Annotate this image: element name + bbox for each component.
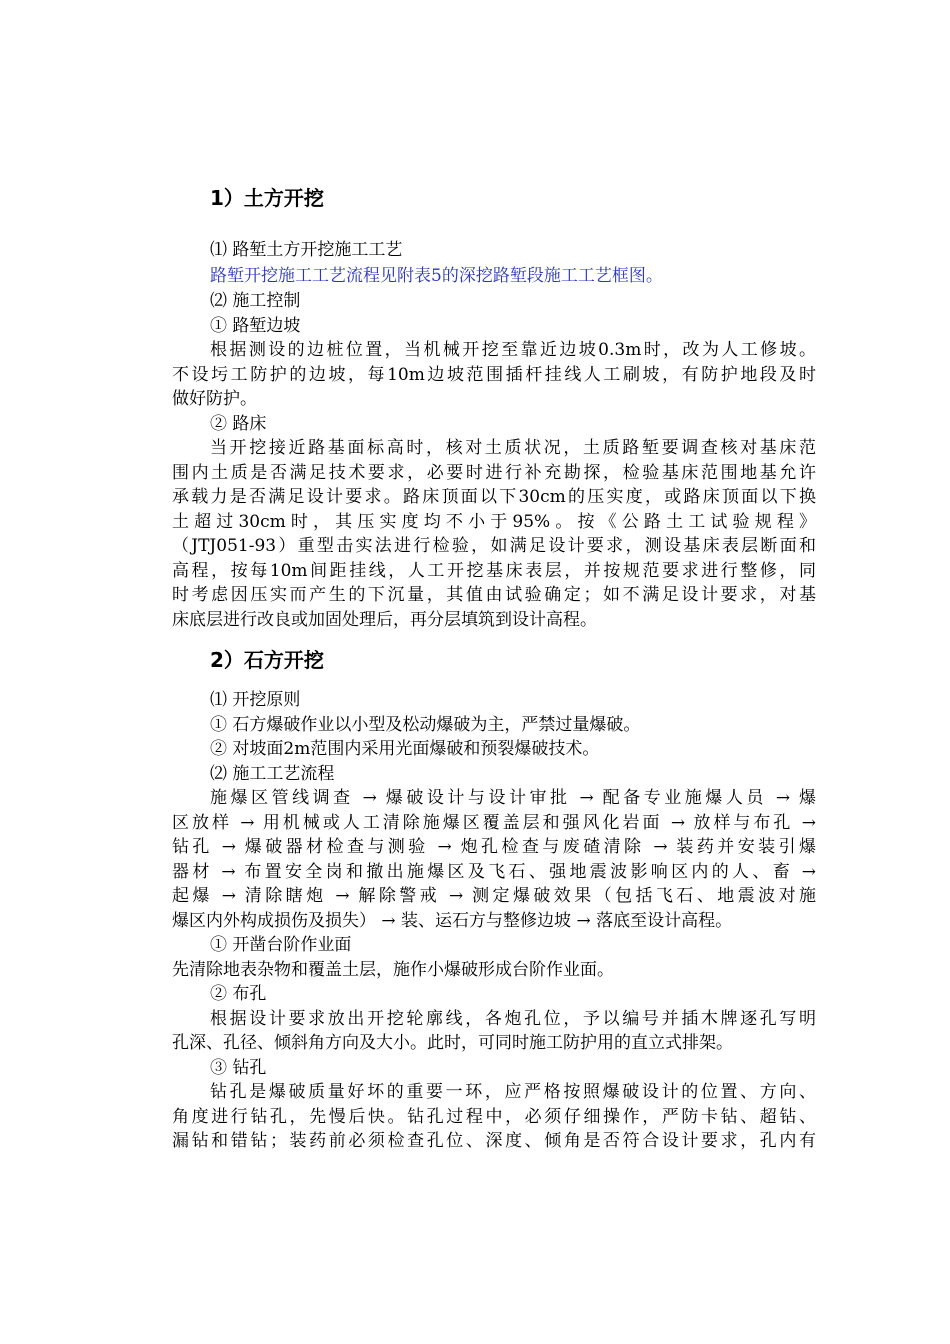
process-title: ⑵ 施工工艺流程 (210, 764, 335, 784)
flow-line: 施爆区管线调查 → 爆破设计与设计审批 → 配备专业施爆人员 → 爆 (210, 788, 816, 808)
paragraph-line: 做好防护。 (172, 389, 257, 409)
subsection-2-title: ⑵ 施工控制 (210, 291, 301, 311)
process-note-link[interactable]: 路堑开挖施工工艺流程见附表5的深挖路堑段施工工艺框图。 (210, 266, 663, 286)
paragraph-line: 钻孔是爆破质量好坏的重要一环，应严格按照爆破设计的位置、方向、 (210, 1082, 816, 1102)
paragraph-line: 承载力是否满足设计要求。路床顶面以下30cm的压实度，或路床顶面以下换 (172, 487, 816, 507)
section-2-heading: 2）石方开挖 (210, 648, 324, 672)
paragraph-line: 角度进行钻孔，先慢后快。钻孔过程中，必须仔细操作，严防卡钻、超钻、 (172, 1107, 816, 1127)
paragraph-line: 土超过30cm时，其压实度均不小于95%。按《公路土工试验规程》 (172, 512, 816, 532)
flow-line: 爆区内外构成损伤及损失） → 装、运石方与整修边坡 → 落底至设计高程。 (172, 911, 733, 931)
flow-line: 钻孔 → 爆破器材检查与测验 → 炮孔检查与废碴清除 → 装药并安装引爆 (172, 837, 816, 857)
paragraph-line: 当开挖接近路基面标高时，核对土质状况，土质路堑要调查核对基床范 (210, 438, 816, 458)
paragraph-line: 时考虑因压实而产生的下沉量，其值由试验确定；如不满足设计要求，对基 (172, 585, 816, 605)
item-roadbed-title: ② 路床 (210, 414, 267, 434)
paragraph-line: 不设圬工防护的边坡，每10m边坡范围插杆挂线人工刷坡，有防护地段及时 (172, 365, 816, 385)
step-3-title: ③ 钻孔 (210, 1058, 267, 1078)
paragraph-line: 孔深、孔径、倾斜角方向及大小。此时，可同时施工防护用的直立式排架。 (172, 1033, 733, 1053)
principle-item: ① 石方爆破作业以小型及松动爆破为主，严禁过量爆破。 (210, 715, 641, 735)
flow-line: 起爆 → 清除瞎炮 → 解除警戒 → 测定爆破效果（包括飞石、地震波对施 (172, 886, 816, 906)
paragraph-line: 根据设计要求放出开挖轮廓线，各炮孔位，予以编号并插木牌逐孔写明 (210, 1009, 816, 1029)
paragraph-line: 根据测设的边桩位置，当机械开挖至靠近边坡0.3m时，改为人工修坡。 (210, 340, 816, 360)
paragraph-line: 围内土质是否满足技术要求，必要时进行补充勘探，检验基床范围地基允许 (172, 463, 816, 483)
principles-title: ⑴ 开挖原则 (210, 690, 301, 710)
paragraph-line: 高程，按每10m间距挂线，人工开挖基床表层，并按规范要求进行整修，同 (172, 561, 816, 581)
item-slope-title: ① 路堑边坡 (210, 316, 301, 336)
subsection-1-title: ⑴ 路堑土方开挖施工工艺 (210, 240, 403, 260)
paragraph-line: 床底层进行改良或加固处理后，再分层填筑到设计高程。 (172, 610, 597, 630)
step-2-title: ② 布孔 (210, 984, 267, 1004)
section-1-heading: 1）土方开挖 (210, 186, 324, 210)
paragraph-line: 先清除地表杂物和覆盖土层，施作小爆破形成台阶作业面。 (172, 960, 614, 980)
flow-line: 区放样 → 用机械或人工清除施爆区覆盖层和强风化岩面 → 放样与布孔 → (172, 813, 816, 833)
paragraph-line: 漏钻和错钻；装药前必须检查孔位、深度、倾角是否符合设计要求，孔内有 (172, 1131, 816, 1151)
flow-line: 器材 → 布置安全岗和撤出施爆区及飞石、强地震波影响区内的人、畜 → (172, 862, 816, 882)
paragraph-line: （JTJ051-93）重型击实法进行检验，如满足设计要求，测设基床表层断面和 (172, 536, 816, 556)
step-1-title: ① 开凿台阶作业面 (210, 935, 352, 955)
principle-item: ② 对坡面2m范围内采用光面爆破和预裂爆破技术。 (210, 739, 600, 759)
